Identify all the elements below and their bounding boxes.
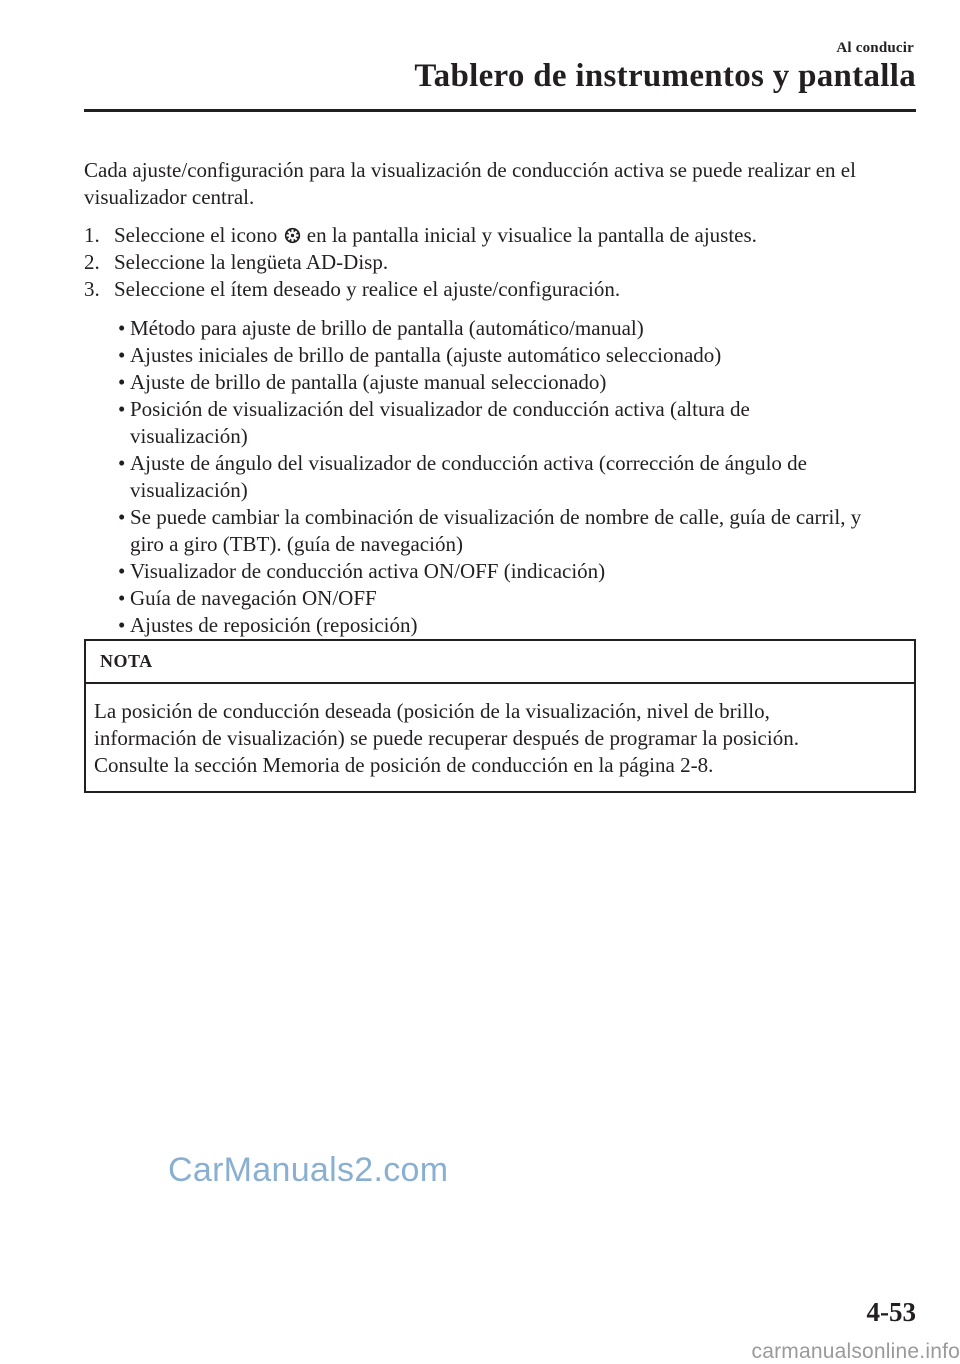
step-number: 1. <box>84 222 100 249</box>
step-number: 3. <box>84 276 100 303</box>
option-text: Visualizador de conducción activa ON/OFF (indicación) <box>130 559 605 583</box>
step-text: Seleccione el ítem deseado y realice el ajuste/configuración. <box>114 277 620 301</box>
bullet-marker: • <box>118 342 125 369</box>
main-content <box>84 157 916 639</box>
option-text: Método para ajuste de brillo de pantalla (automático/manual) <box>130 316 644 340</box>
footer-watermark: carmanualsonline.info <box>752 1340 960 1364</box>
step-text: Seleccione la lengüeta AD-Disp. <box>114 250 388 274</box>
step-item <box>84 222 916 249</box>
note-line: Consulte la sección Memoria de posición de conducción en la página 2-8. <box>94 753 713 777</box>
option-text: Guía de navegación ON/OFF <box>130 586 377 610</box>
header-rule <box>84 109 916 112</box>
bullet-marker: • <box>118 369 125 396</box>
option-item <box>118 315 916 342</box>
option-item <box>118 342 916 369</box>
note-box <box>84 639 916 793</box>
note-label: NOTA <box>86 641 914 684</box>
bullet-marker: • <box>118 612 125 639</box>
option-item <box>118 612 916 639</box>
gear-icon <box>284 227 301 244</box>
intro-line-2: visualizador central. <box>84 185 254 209</box>
section-label: Al conducir <box>836 40 914 57</box>
option-item <box>118 396 916 450</box>
option-text: Ajustes iniciales de brillo de pantalla (ajuste automático seleccionado) <box>130 343 721 367</box>
bullet-marker: • <box>118 396 125 423</box>
option-text: Ajuste de brillo de pantalla (ajuste manual seleccionado) <box>130 370 606 394</box>
option-item <box>118 369 916 396</box>
option-item <box>118 450 916 504</box>
option-text: Ajuste de ángulo del visualizador de conducción activa (corrección de ángulo de <box>130 451 807 475</box>
page-number: 4-53 <box>867 1297 917 1328</box>
option-text: visualización) <box>130 424 248 448</box>
option-text: Posición de visualización del visualizador de conducción activa (altura de <box>130 397 750 421</box>
option-item <box>118 504 916 558</box>
step-item <box>84 276 916 303</box>
steps-list <box>84 222 916 303</box>
watermark-logo: CarManuals2.com <box>168 1151 448 1190</box>
option-text: visualización) <box>130 478 248 502</box>
option-item <box>118 558 916 585</box>
page-title: Tablero de instrumentos y pantalla <box>414 58 916 95</box>
step-item <box>84 249 916 276</box>
step-text: Seleccione el icono <box>114 223 277 247</box>
intro-line-1: Cada ajuste/configuración para la visualización de conducción activa se puede realizar en el <box>84 158 856 182</box>
step-number: 2. <box>84 249 100 276</box>
option-text: Se puede cambiar la combinación de visualización de nombre de calle, guía de carril, y <box>130 505 861 529</box>
note-body <box>86 684 914 791</box>
option-text: Ajustes de reposición (reposición) <box>130 613 418 637</box>
step-text: en la pantalla inicial y visualice la pantalla de ajustes. <box>307 223 757 247</box>
bullet-marker: • <box>118 558 125 585</box>
bullet-marker: • <box>118 450 125 477</box>
bullet-marker: • <box>118 585 125 612</box>
bullet-marker: • <box>118 504 125 531</box>
options-list <box>84 315 916 639</box>
option-item <box>118 585 916 612</box>
intro-paragraph <box>84 157 916 211</box>
note-line: información de visualización) se puede recuperar después de programar la posición. <box>94 726 799 750</box>
note-line: La posición de conducción deseada (posición de la visualización, nivel de brillo, <box>94 699 770 723</box>
option-text: giro a giro (TBT). (guía de navegación) <box>130 532 463 556</box>
bullet-marker: • <box>118 315 125 342</box>
